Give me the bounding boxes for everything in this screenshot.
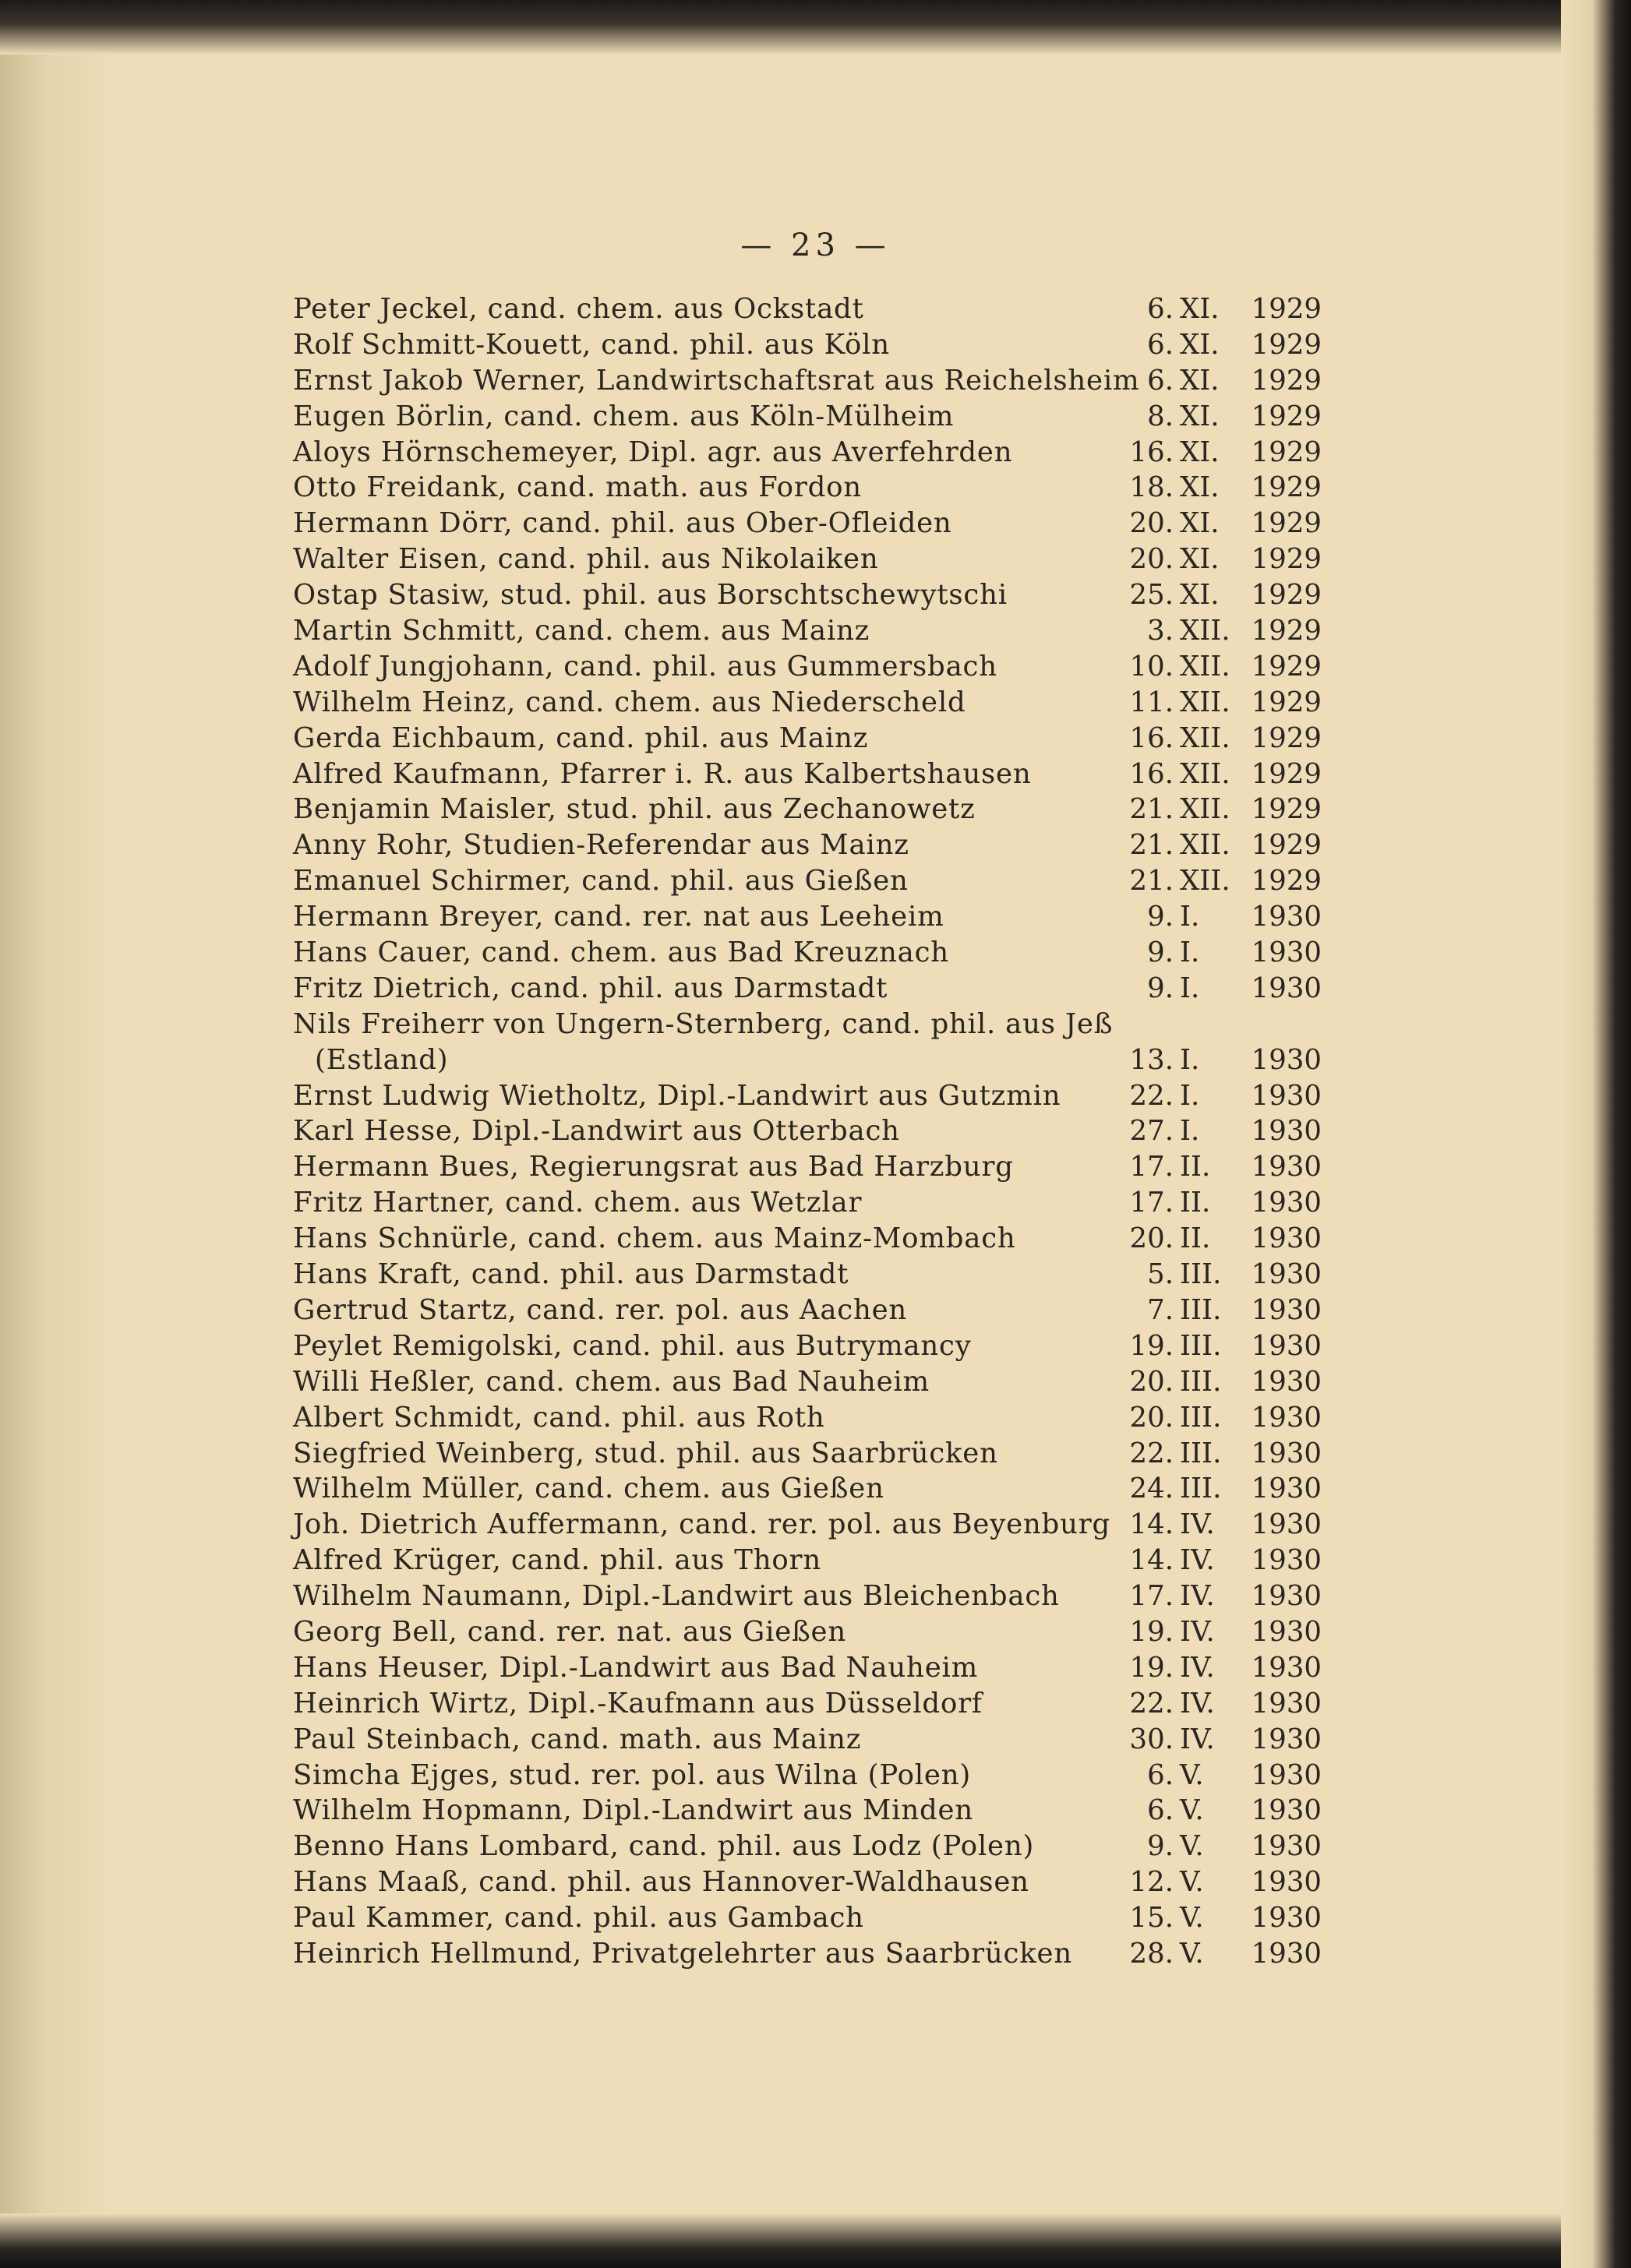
list-item — [293, 1078, 1322, 1114]
entry-day: 28. — [1129, 1937, 1174, 1970]
entry-month: I. — [1180, 1043, 1200, 1076]
entry-day: 14. — [1129, 1508, 1174, 1541]
entry-year: 1929 — [1251, 793, 1322, 826]
list-item — [293, 541, 1322, 577]
list-item — [293, 1758, 1322, 1794]
entry-month: I. — [1180, 901, 1200, 933]
entry-day: 9. — [1147, 901, 1174, 933]
list-item — [293, 1400, 1322, 1436]
entry-name: Karl Hesse, Dipl.-Landwirt aus Otterbach — [293, 1115, 900, 1148]
entry-month: XII. — [1180, 686, 1230, 718]
entry-name: Gerda Eichbaum, cand. phil. aus Mainz — [293, 721, 869, 754]
entry-month: I. — [1180, 1115, 1200, 1148]
entry-month: III. — [1180, 1401, 1222, 1434]
entry-name: Joh. Dietrich Auffermann, cand. rer. pol. aus Beyenburg — [293, 1508, 1111, 1541]
entry-year: 1929 — [1251, 400, 1322, 432]
list-item — [293, 1293, 1322, 1328]
entry-year: 1930 — [1251, 1866, 1322, 1899]
entry-name: Emanuel Schirmer, cand. phil. aus Gießen — [293, 865, 909, 898]
entry-year: 1930 — [1251, 1079, 1322, 1112]
entry-year: 1930 — [1251, 1902, 1322, 1935]
entry-year: 1930 — [1251, 1293, 1322, 1326]
list-item — [293, 971, 1322, 1007]
list-item — [293, 291, 1322, 327]
entry-month: I. — [1180, 972, 1200, 1004]
list-item — [293, 1650, 1322, 1686]
right-scan-edge — [1561, 0, 1631, 2268]
entry-month: XII. — [1180, 793, 1230, 826]
entry-month: II. — [1180, 1151, 1211, 1183]
entry-year: 1930 — [1251, 972, 1322, 1004]
entry-day: 20. — [1129, 1401, 1174, 1434]
entry-month: XII. — [1180, 615, 1230, 647]
entry-year: 1930 — [1251, 1329, 1322, 1362]
entry-day: 19. — [1129, 1329, 1174, 1362]
entry-day: 17. — [1129, 1580, 1174, 1613]
list-item — [293, 1614, 1322, 1650]
entry-day: 16. — [1129, 436, 1174, 468]
entry-name: Hans Maaß, cand. phil. aus Hannover-Waldhausen — [293, 1866, 1029, 1899]
entry-year: 1929 — [1251, 865, 1322, 898]
entry-name: Hans Schnürle, cand. chem. aus Mainz-Mombach — [293, 1222, 1016, 1255]
entry-name: Peylet Remigolski, cand. phil. aus Butrymancy — [293, 1329, 972, 1362]
entry-name: Simcha Ejges, stud. rer. pol. aus Wilna (Polen) — [293, 1758, 972, 1791]
entry-day: 19. — [1129, 1615, 1174, 1648]
entry-year: 1929 — [1251, 757, 1322, 790]
entry-day: 18. — [1129, 471, 1174, 504]
list-item — [293, 1042, 1322, 1078]
entry-month: V. — [1180, 1794, 1204, 1827]
entry-year: 1930 — [1251, 1723, 1322, 1755]
entry-year: 1930 — [1251, 1615, 1322, 1648]
entry-day: 22. — [1129, 1079, 1174, 1112]
entry-day: 9. — [1147, 936, 1174, 969]
entry-month: XII. — [1180, 650, 1230, 683]
entry-name: Hermann Breyer, cand. rer. nat aus Leeheim — [293, 901, 944, 933]
entry-month: XII. — [1180, 721, 1230, 754]
entry-name: Hermann Bues, Regierungsrat aus Bad Harzburg — [293, 1151, 1014, 1183]
entry-name: Alfred Krüger, cand. phil. aus Thorn — [293, 1544, 821, 1577]
entry-name: Hermann Dörr, cand. phil. aus Ober-Ofleiden — [293, 507, 952, 540]
entry-name: Wilhelm Naumann, Dipl.-Landwirt aus Bleichenbach — [293, 1580, 1060, 1613]
list-item — [293, 1149, 1322, 1185]
list-item — [293, 935, 1322, 971]
entry-year: 1930 — [1251, 1580, 1322, 1613]
entry-name: Heinrich Hellmund, Privatgelehrter aus Saarbrücken — [293, 1937, 1073, 1970]
entry-year: 1930 — [1251, 1758, 1322, 1791]
entry-month: II. — [1180, 1187, 1211, 1219]
entry-month: V. — [1180, 1758, 1204, 1791]
entry-month: IV. — [1180, 1580, 1215, 1613]
entry-day: 24. — [1129, 1473, 1174, 1505]
top-scan-edge — [0, 0, 1631, 55]
entry-month: III. — [1180, 1329, 1222, 1362]
list-item — [293, 1936, 1322, 1972]
list-item — [293, 1328, 1322, 1364]
entry-day: 6. — [1147, 364, 1174, 397]
entry-year: 1930 — [1251, 936, 1322, 969]
entry-month: IV. — [1180, 1651, 1215, 1684]
entry-name: Wilhelm Heinz, cand. chem. aus Niederscheld — [293, 686, 966, 718]
entry-year: 1930 — [1251, 1365, 1322, 1398]
entry-year: 1930 — [1251, 1151, 1322, 1183]
entry-month: XI. — [1180, 579, 1220, 612]
entry-year: 1929 — [1251, 543, 1322, 576]
entry-year: 1929 — [1251, 293, 1322, 325]
entry-day: 6. — [1147, 1758, 1174, 1791]
entry-day: 7. — [1147, 1293, 1174, 1326]
entry-year: 1930 — [1251, 1473, 1322, 1505]
entry-month: IV. — [1180, 1723, 1215, 1755]
entry-month: XI. — [1180, 293, 1220, 325]
entry-month: III. — [1180, 1437, 1222, 1469]
entry-year: 1929 — [1251, 436, 1322, 468]
entry-year: 1930 — [1251, 1544, 1322, 1577]
entry-month: XI. — [1180, 436, 1220, 468]
list-item — [293, 470, 1322, 506]
entry-month: III. — [1180, 1473, 1222, 1505]
list-item — [293, 792, 1322, 827]
entry-name: Ernst Jakob Werner, Landwirtschaftsrat aus Reichelsheim — [293, 364, 1140, 397]
entry-name: Rolf Schmitt-Kouett, cand. phil. aus Köln — [293, 328, 890, 361]
entry-year: 1930 — [1251, 1222, 1322, 1255]
entry-day: 22. — [1129, 1687, 1174, 1720]
entry-day: 16. — [1129, 757, 1174, 790]
entry-year: 1930 — [1251, 1794, 1322, 1827]
entry-name: Anny Rohr, Studien-Referendar aus Mainz — [293, 829, 909, 862]
entry-month: XI. — [1180, 471, 1220, 504]
entry-year: 1929 — [1251, 615, 1322, 647]
list-item — [293, 577, 1322, 613]
list-item — [293, 827, 1322, 863]
entry-month: XI. — [1180, 328, 1220, 361]
entry-day: 16. — [1129, 721, 1174, 754]
entry-year: 1930 — [1251, 1937, 1322, 1970]
entry-name: Benno Hans Lombard, cand. phil. aus Lodz (Polen) — [293, 1830, 1035, 1863]
entry-name: Willi Heßler, cand. chem. aus Bad Nauheim — [293, 1365, 930, 1398]
list-item — [293, 506, 1322, 541]
entry-name: Paul Kammer, cand. phil. aus Gambach — [293, 1902, 864, 1935]
entry-month: IV. — [1180, 1508, 1215, 1541]
list-item — [293, 1471, 1322, 1507]
list-item — [293, 1722, 1322, 1758]
entry-day: 20. — [1129, 507, 1174, 540]
list-item — [293, 1578, 1322, 1614]
entry-day: 20. — [1129, 1222, 1174, 1255]
entry-day: 21. — [1129, 793, 1174, 826]
registration-list — [293, 291, 1322, 1972]
list-item — [293, 899, 1322, 935]
entry-name: Wilhelm Müller, cand. chem. aus Gießen — [293, 1473, 884, 1505]
entry-month: V. — [1180, 1902, 1204, 1935]
entry-month: I. — [1180, 936, 1200, 969]
list-item — [293, 1543, 1322, 1578]
list-item — [293, 399, 1322, 435]
page-spine-shadow — [0, 0, 117, 2268]
entry-year: 1929 — [1251, 829, 1322, 862]
list-item — [293, 363, 1322, 399]
entry-name: Martin Schmitt, cand. chem. aus Mainz — [293, 615, 870, 647]
entry-day: 22. — [1129, 1437, 1174, 1469]
entry-name: Ernst Ludwig Wietholtz, Dipl.-Landwirt aus Gutzmin — [293, 1079, 1061, 1112]
list-item — [293, 863, 1322, 899]
entry-month: III. — [1180, 1258, 1222, 1291]
list-item — [293, 649, 1322, 685]
entry-name: Alfred Kaufmann, Pfarrer i. R. aus Kalbertshausen — [293, 757, 1032, 790]
list-item — [293, 1900, 1322, 1936]
entry-month: IV. — [1180, 1615, 1215, 1648]
entry-month: XI. — [1180, 364, 1220, 397]
list-item — [293, 613, 1322, 649]
entry-name: Nils Freiherr von Ungern-Sternberg, cand. phil. aus Jeß — [293, 1007, 1114, 1040]
entry-year: 1930 — [1251, 1437, 1322, 1469]
entry-day: 25. — [1129, 579, 1174, 612]
entry-day: 21. — [1129, 829, 1174, 862]
entry-year: 1929 — [1251, 650, 1322, 683]
entry-day: 3. — [1147, 615, 1174, 647]
entry-name: Albert Schmidt, cand. phil. aus Roth — [293, 1401, 825, 1434]
entry-name: Georg Bell, cand. rer. nat. aus Gießen — [293, 1615, 847, 1648]
entry-day: 20. — [1129, 1365, 1174, 1398]
entry-month: XI. — [1180, 507, 1220, 540]
list-item — [293, 1686, 1322, 1722]
entry-name: Fritz Dietrich, cand. phil. aus Darmstadt — [293, 972, 888, 1004]
entry-day: 8. — [1147, 400, 1174, 432]
entry-day: 9. — [1147, 1830, 1174, 1863]
entry-month: XII. — [1180, 829, 1230, 862]
entry-name: Gertrud Startz, cand. rer. pol. aus Aachen — [293, 1293, 908, 1326]
list-item — [293, 1507, 1322, 1543]
entry-name: Hans Cauer, cand. chem. aus Bad Kreuznach — [293, 936, 949, 969]
page-number: — 23 — — [740, 228, 891, 263]
entry-name: Aloys Hörnschemeyer, Dipl. agr. aus Averfehrden — [293, 436, 1013, 468]
entry-year: 1930 — [1251, 1508, 1322, 1541]
entry-year: 1930 — [1251, 901, 1322, 933]
entry-day: 12. — [1129, 1866, 1174, 1899]
entry-day: 17. — [1129, 1151, 1174, 1183]
entry-month: IV. — [1180, 1544, 1215, 1577]
entry-month: V. — [1180, 1866, 1204, 1899]
entry-name: Siegfried Weinberg, stud. phil. aus Saarbrücken — [293, 1437, 998, 1469]
entry-day: 21. — [1129, 865, 1174, 898]
entry-year: 1930 — [1251, 1043, 1322, 1076]
entry-year: 1929 — [1251, 579, 1322, 612]
entry-month: XII. — [1180, 865, 1230, 898]
list-item — [293, 757, 1322, 792]
entry-month: XI. — [1180, 400, 1220, 432]
entry-name: Paul Steinbach, cand. math. aus Mainz — [293, 1723, 862, 1755]
entry-year: 1930 — [1251, 1687, 1322, 1720]
entry-name: Ostap Stasiw, stud. phil. aus Borschtschewytschi — [293, 579, 1008, 612]
entry-day: 15. — [1129, 1902, 1174, 1935]
entry-year: 1930 — [1251, 1401, 1322, 1434]
list-item — [293, 1829, 1322, 1864]
entry-year: 1929 — [1251, 471, 1322, 504]
entry-day: 20. — [1129, 543, 1174, 576]
entry-year: 1930 — [1251, 1115, 1322, 1148]
entry-name: Hans Heuser, Dipl.-Landwirt aus Bad Nauheim — [293, 1651, 979, 1684]
list-item — [293, 1113, 1322, 1149]
entry-month: I. — [1180, 1079, 1200, 1112]
bottom-scan-edge — [0, 2213, 1631, 2268]
entry-name: Heinrich Wirtz, Dipl.-Kaufmann aus Düsseldorf — [293, 1687, 983, 1720]
entry-year: 1929 — [1251, 364, 1322, 397]
entry-month: III. — [1180, 1293, 1222, 1326]
list-item — [293, 327, 1322, 363]
list-item — [293, 1185, 1322, 1221]
list-item — [293, 685, 1322, 721]
list-item — [293, 721, 1322, 757]
entry-day: 11. — [1129, 686, 1174, 718]
entry-name: Benjamin Maisler, stud. phil. aus Zechanowetz — [293, 793, 976, 826]
list-item — [293, 1221, 1322, 1257]
entry-year: 1929 — [1251, 328, 1322, 361]
entry-name: Wilhelm Hopmann, Dipl.-Landwirt aus Minden — [293, 1794, 973, 1827]
entry-day: 27. — [1129, 1115, 1174, 1148]
entry-day: 10. — [1129, 650, 1174, 683]
entry-year: 1930 — [1251, 1830, 1322, 1863]
entry-day: 19. — [1129, 1651, 1174, 1684]
entry-name: Otto Freidank, cand. math. aus Fordon — [293, 471, 862, 504]
entry-name: Eugen Börlin, cand. chem. aus Köln-Mülheim — [293, 400, 955, 432]
entry-year: 1929 — [1251, 686, 1322, 718]
entry-day: 6. — [1147, 328, 1174, 361]
entry-month: V. — [1180, 1830, 1204, 1863]
entry-name: Peter Jeckel, cand. chem. aus Ockstadt — [293, 293, 864, 325]
entry-name: Walter Eisen, cand. phil. aus Nikolaiken — [293, 543, 879, 576]
list-item — [293, 1007, 1322, 1042]
list-item — [293, 1364, 1322, 1400]
entry-name: Hans Kraft, cand. phil. aus Darmstadt — [293, 1258, 849, 1291]
list-item — [293, 1864, 1322, 1900]
entry-month: II. — [1180, 1222, 1211, 1255]
entry-year: 1929 — [1251, 721, 1322, 754]
entry-month: V. — [1180, 1937, 1204, 1970]
entry-month: III. — [1180, 1365, 1222, 1398]
entry-month: IV. — [1180, 1687, 1215, 1720]
entry-day: 17. — [1129, 1187, 1174, 1219]
entry-day: 6. — [1147, 293, 1174, 325]
entry-day: 30. — [1129, 1723, 1174, 1755]
entry-month: XII. — [1180, 757, 1230, 790]
entry-year: 1929 — [1251, 507, 1322, 540]
entry-day: 13. — [1129, 1043, 1174, 1076]
entry-name: (Estland) — [315, 1043, 449, 1076]
list-item — [293, 1793, 1322, 1829]
entry-day: 5. — [1147, 1258, 1174, 1291]
entry-day: 9. — [1147, 972, 1174, 1004]
entry-name: Adolf Jungjohann, cand. phil. aus Gummersbach — [293, 650, 997, 683]
list-item — [293, 1257, 1322, 1293]
list-item — [293, 435, 1322, 471]
entry-name: Fritz Hartner, cand. chem. aus Wetzlar — [293, 1187, 863, 1219]
entry-year: 1930 — [1251, 1258, 1322, 1291]
entry-day: 14. — [1129, 1544, 1174, 1577]
entry-day: 6. — [1147, 1794, 1174, 1827]
list-item — [293, 1436, 1322, 1472]
entry-year: 1930 — [1251, 1651, 1322, 1684]
entry-month: XI. — [1180, 543, 1220, 576]
entry-year: 1930 — [1251, 1187, 1322, 1219]
